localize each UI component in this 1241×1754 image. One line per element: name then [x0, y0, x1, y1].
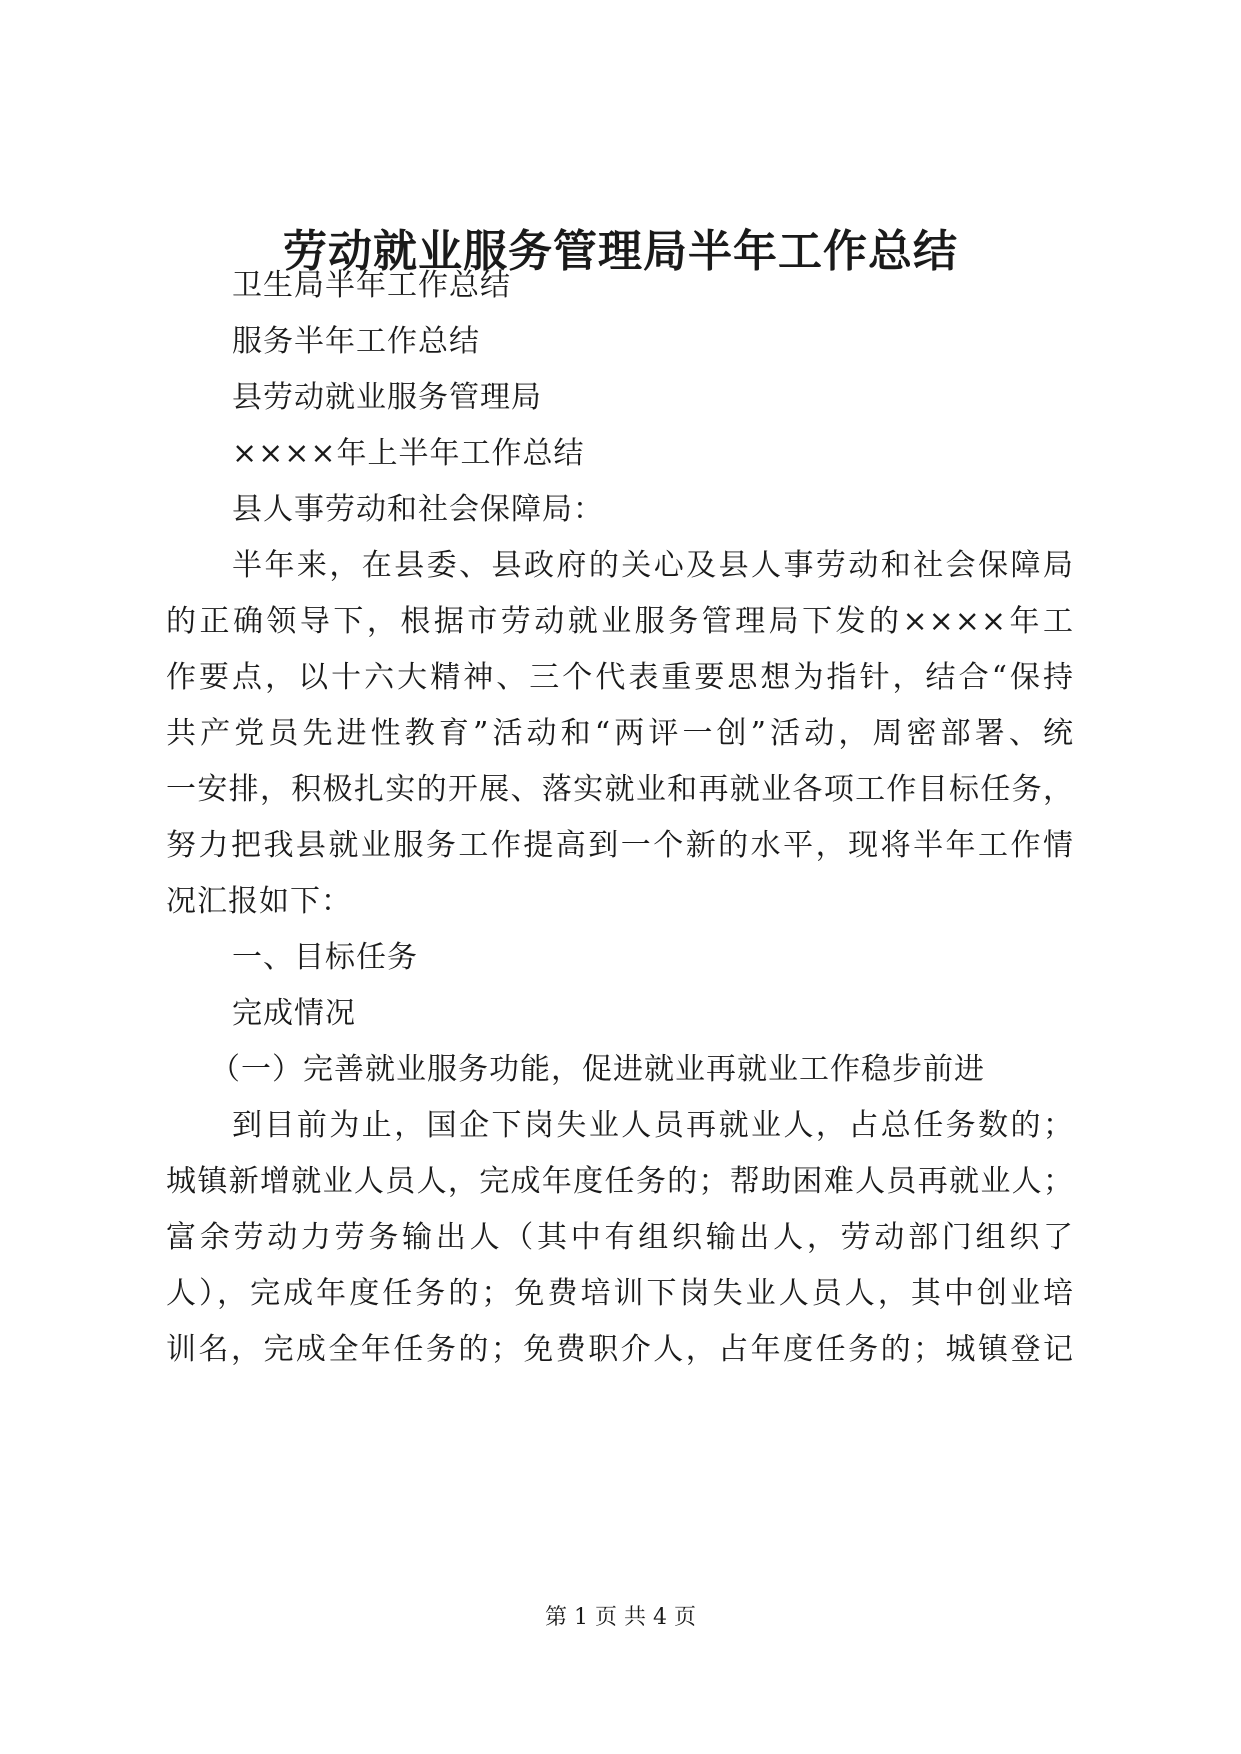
section-heading: 一、目标任务 [232, 940, 418, 975]
salutation-line: 县人事劳动和社会保障局： [232, 492, 604, 527]
subtitle-line: 县劳动就业服务管理局 [232, 380, 542, 415]
subtitle-line: 卫生局半年工作总结 [232, 268, 511, 303]
section-heading: 完成情况 [232, 996, 356, 1031]
subtitle-line: 服务半年工作总结 [232, 324, 480, 359]
paragraph-line: 共产党员先进性教育”活动和“两评一创”活动，周密部署、统 [166, 716, 1074, 751]
paragraph-line: 训名，完成全年任务的；免费职介人，占年度任务的；城镇登记 [166, 1332, 1074, 1367]
paragraph-line: 到目前为止，国企下岗失业人员再就业人，占总任务数的； [232, 1108, 1074, 1143]
subtitle-line: ××××年上半年工作总结 [232, 436, 585, 471]
paragraph-line: 作要点，以十六大精神、三个代表重要思想为指针，结合“保持 [166, 660, 1074, 695]
page-number-footer: 第 1 页 共 4 页 [545, 1605, 696, 1630]
paragraph-line: 一安排，积极扎实的开展、落实就业和再就业各项工作目标任务， [166, 772, 1074, 807]
paragraph-line: 半年来，在县委、县政府的关心及县人事劳动和社会保障局 [232, 548, 1074, 583]
paragraph-line: 人），完成年度任务的；免费培训下岗失业人员人，其中创业培 [166, 1276, 1074, 1311]
document-title: 劳动就业服务管理局半年工作总结 [283, 226, 958, 277]
paragraph-line: 富余劳动力劳务输出人（其中有组织输出人，劳动部门组织了 [166, 1220, 1074, 1255]
paragraph-line: 努力把我县就业服务工作提高到一个新的水平，现将半年工作情 [166, 828, 1074, 863]
paragraph-line: 的正确领导下，根据市劳动就业服务管理局下发的××××年工 [166, 604, 1074, 639]
paragraph-line: 况汇报如下： [166, 884, 352, 919]
subsection-heading: （一）完善就业服务功能，促进就业再就业工作稳步前进 [210, 1052, 985, 1087]
paragraph-line: 城镇新增就业人员人，完成年度任务的；帮助困难人员再就业人； [166, 1164, 1074, 1199]
